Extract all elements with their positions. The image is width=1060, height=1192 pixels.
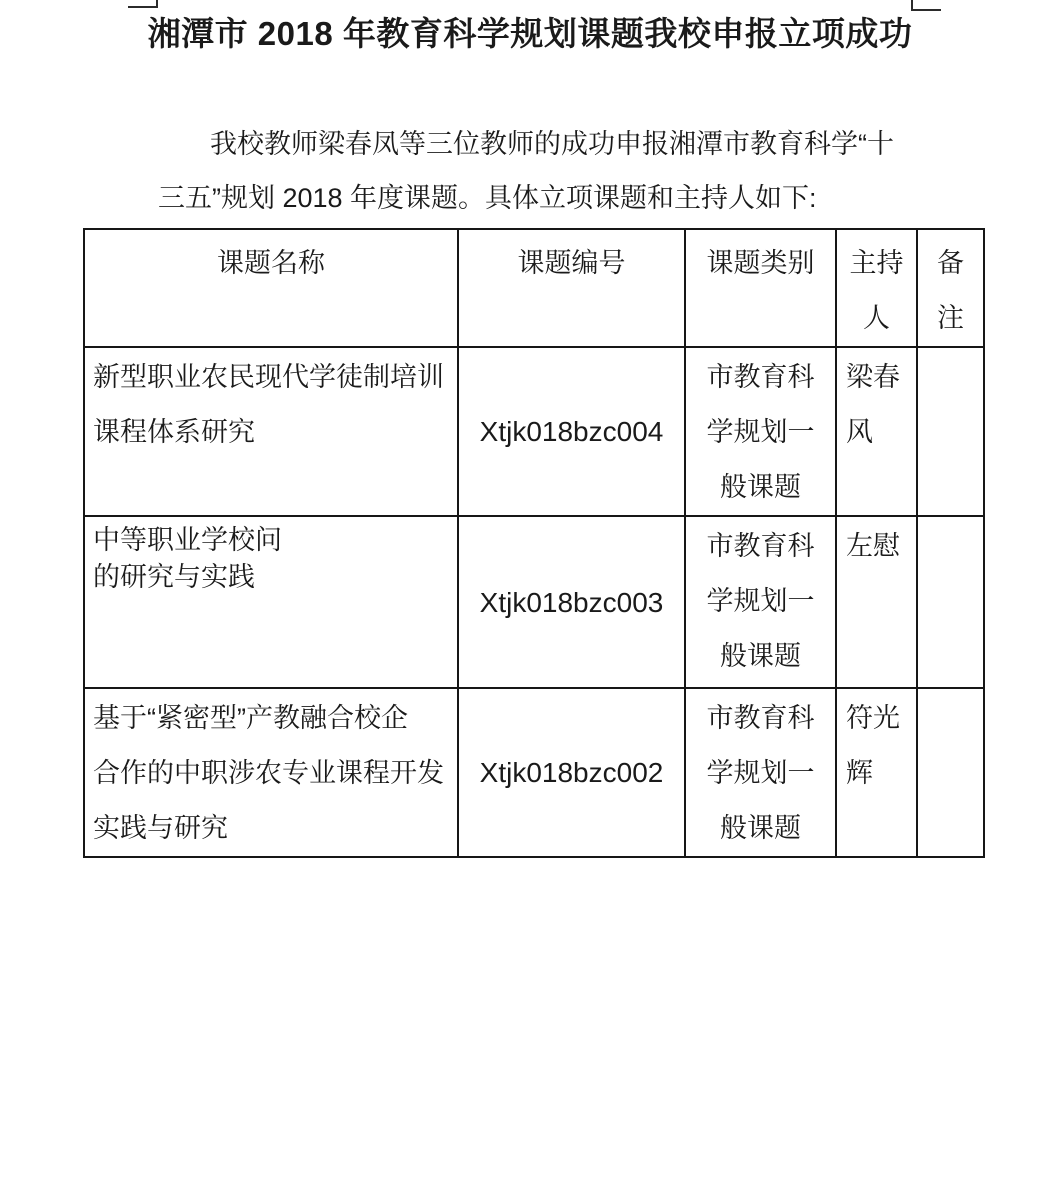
header-topic-code [458, 229, 685, 347]
cell-line: 风 [846, 417, 873, 447]
topics-table [83, 228, 985, 858]
topic-code-cell: Xtjk018bzc002 [458, 688, 685, 857]
topic-name-cell [84, 516, 458, 688]
header-leader [836, 229, 917, 347]
cell-line: 的研究与实践 [93, 562, 255, 592]
cutoff-box-mark-right [911, 0, 941, 11]
cell-line: 新型职业农民现代学徒制培训 [93, 362, 444, 392]
cell-line: 学规划一 [706, 586, 815, 616]
note-cell [917, 347, 984, 516]
cell-line: 合作的中职涉农专业课程开发 [93, 758, 444, 788]
cell-line: 课程体系研究 [93, 417, 255, 447]
cell-line: 中等职业学校问 [93, 525, 282, 555]
cell-line: 符光 [846, 703, 900, 733]
header-topic-category [685, 229, 836, 347]
header-line: 课题编号 [517, 248, 626, 278]
header-line: 课题类别 [706, 248, 815, 278]
note-cell [917, 516, 984, 688]
cell-line: 辉 [846, 758, 873, 788]
header-line: 主持 [849, 248, 904, 278]
table-row [84, 516, 984, 688]
cell-line: 市教育科 [706, 703, 815, 733]
leader-cell [836, 688, 917, 857]
cell-line: 般课题 [720, 813, 801, 843]
cell-line: 般课题 [720, 472, 801, 502]
page-title: 湘潭市 2018 年教育科学规划课题我校申报立项成功 [147, 15, 913, 52]
topic-code-cell: Xtjk018bzc003 [458, 516, 685, 688]
cell-line: 基于“紧密型”产教融合校企 [93, 703, 408, 733]
cell-line: 般课题 [720, 641, 801, 671]
topic-code-cell: Xtjk018bzc004 [458, 347, 685, 516]
topic-name-cell [84, 688, 458, 857]
topic-category-cell [685, 516, 836, 688]
table-header-row [84, 229, 984, 347]
cell-line: 实践与研究 [93, 813, 228, 843]
header-line: 注 [937, 303, 964, 333]
header-topic-name [84, 229, 458, 347]
leader-cell [836, 516, 917, 688]
leader-cell [836, 347, 917, 516]
intro-paragraph [158, 117, 920, 225]
header-line: 人 [863, 303, 890, 333]
table-row [84, 688, 984, 857]
cell-line: 市教育科 [706, 531, 815, 561]
cutoff-box-mark-left [128, 0, 158, 8]
header-line: 课题名称 [217, 248, 325, 278]
cell-line: 学规划一 [706, 417, 815, 447]
note-cell [917, 688, 984, 857]
cell-line: 左慰 [846, 531, 900, 561]
header-line: 备 [937, 248, 964, 278]
paragraph-line-2: 三五”规划 2018 年度课题。具体立项课题和主持人如下: [158, 183, 817, 213]
cell-line: 市教育科 [706, 362, 815, 392]
cell-line: 学规划一 [706, 758, 815, 788]
table-row [84, 347, 984, 516]
paragraph-line-1: 我校教师梁春凤等三位教师的成功申报湘潭市教育科学“十 [210, 129, 894, 159]
topic-category-cell [685, 347, 836, 516]
topic-name-cell [84, 347, 458, 516]
header-note [917, 229, 984, 347]
topic-category-cell [685, 688, 836, 857]
cell-line: 梁春 [846, 362, 900, 392]
